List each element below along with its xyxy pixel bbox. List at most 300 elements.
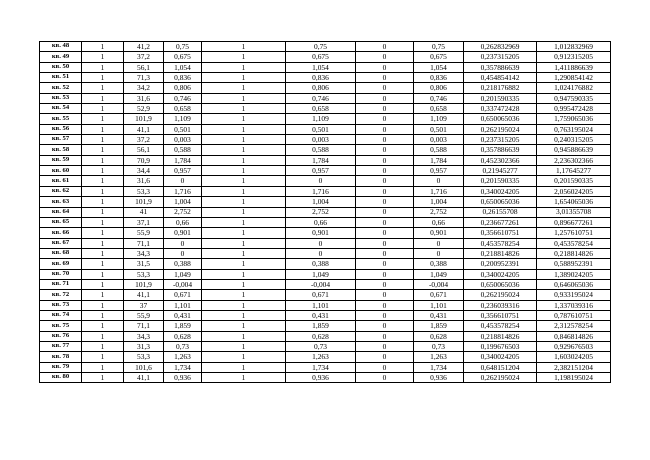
- share-cell: 0,357886639: [464, 62, 537, 72]
- coef-cell: 1: [202, 73, 286, 83]
- value-c-cell: 0,658: [414, 104, 464, 114]
- share-cell: 0,648151204: [464, 362, 537, 372]
- share-cell: 0,340024205: [464, 352, 537, 362]
- coef-cell: 1: [202, 83, 286, 93]
- count-cell: 1: [82, 73, 124, 83]
- count-cell: 1: [82, 321, 124, 331]
- count-cell: 1: [82, 124, 124, 134]
- total-cell: 3,01355708: [537, 207, 611, 217]
- area-cell: 41,1: [124, 373, 164, 383]
- apartment-cell: кв. 51: [40, 73, 82, 83]
- value-b-cell: 0,836: [286, 73, 356, 83]
- share-cell: 0,340024205: [464, 186, 537, 196]
- apartment-cell: кв. 53: [40, 93, 82, 103]
- total-cell: 0,588952391: [537, 259, 611, 269]
- table-row: [40, 248, 611, 258]
- coef-cell: 1: [202, 104, 286, 114]
- table-row: [40, 290, 611, 300]
- zero-cell: 0: [356, 300, 414, 310]
- area-cell: 34,3: [124, 248, 164, 258]
- table-body: [40, 42, 611, 383]
- value-b-cell: 0,66: [286, 217, 356, 227]
- share-cell: 0,453578254: [464, 321, 537, 331]
- value-a-cell: 0,671: [164, 290, 202, 300]
- value-b-cell: 1,263: [286, 352, 356, 362]
- value-a-cell: 0,73: [164, 341, 202, 351]
- value-c-cell: 1,716: [414, 186, 464, 196]
- total-cell: 1,024176882: [537, 83, 611, 93]
- value-a-cell: 2,752: [164, 207, 202, 217]
- count-cell: 1: [82, 217, 124, 227]
- value-a-cell: 0,588: [164, 145, 202, 155]
- share-cell: 0,356610751: [464, 310, 537, 320]
- apartment-cell: кв. 72: [40, 290, 82, 300]
- value-a-cell: 0,957: [164, 166, 202, 176]
- table-row: [40, 207, 611, 217]
- coef-cell: 1: [202, 228, 286, 238]
- share-cell: 0,21945277: [464, 166, 537, 176]
- value-b-cell: 0,388: [286, 259, 356, 269]
- value-b-cell: 0,75: [286, 42, 356, 52]
- value-a-cell: 0,806: [164, 83, 202, 93]
- value-c-cell: 0: [414, 176, 464, 186]
- value-a-cell: 1,716: [164, 186, 202, 196]
- apartment-cell: кв. 52: [40, 83, 82, 93]
- zero-cell: 0: [356, 52, 414, 62]
- value-c-cell: 0,003: [414, 135, 464, 145]
- total-cell: 0,453578254: [537, 238, 611, 248]
- zero-cell: 0: [356, 373, 414, 383]
- total-cell: 1,17645277: [537, 166, 611, 176]
- share-cell: 0,650065036: [464, 197, 537, 207]
- zero-cell: 0: [356, 93, 414, 103]
- share-cell: 0,236039316: [464, 300, 537, 310]
- coef-cell: 1: [202, 93, 286, 103]
- zero-cell: 0: [356, 186, 414, 196]
- total-cell: 1,389024205: [537, 269, 611, 279]
- apartment-cell: кв. 64: [40, 207, 82, 217]
- coef-cell: 1: [202, 331, 286, 341]
- value-c-cell: 0,957: [414, 166, 464, 176]
- table-row: [40, 279, 611, 289]
- table-row: [40, 373, 611, 383]
- value-b-cell: 0,671: [286, 290, 356, 300]
- area-cell: 53,3: [124, 186, 164, 196]
- value-b-cell: 0,675: [286, 52, 356, 62]
- coef-cell: 1: [202, 269, 286, 279]
- zero-cell: 0: [356, 269, 414, 279]
- value-b-cell: 0,628: [286, 331, 356, 341]
- share-cell: 0,237315205: [464, 52, 537, 62]
- zero-cell: 0: [356, 176, 414, 186]
- area-cell: 31,6: [124, 176, 164, 186]
- area-cell: 71,1: [124, 238, 164, 248]
- zero-cell: 0: [356, 321, 414, 331]
- count-cell: 1: [82, 248, 124, 258]
- coef-cell: 1: [202, 321, 286, 331]
- zero-cell: 0: [356, 104, 414, 114]
- coef-cell: 1: [202, 217, 286, 227]
- total-cell: 2,312578254: [537, 321, 611, 331]
- value-c-cell: 0,936: [414, 373, 464, 383]
- table-row: [40, 186, 611, 196]
- value-c-cell: 0,746: [414, 93, 464, 103]
- coef-cell: 1: [202, 290, 286, 300]
- apartment-cell: кв. 60: [40, 166, 82, 176]
- value-c-cell: 1,263: [414, 352, 464, 362]
- coef-cell: 1: [202, 62, 286, 72]
- value-a-cell: 0,003: [164, 135, 202, 145]
- value-a-cell: 0,901: [164, 228, 202, 238]
- area-cell: 41: [124, 207, 164, 217]
- value-c-cell: -0,004: [414, 279, 464, 289]
- area-cell: 101,9: [124, 114, 164, 124]
- area-cell: 37,2: [124, 52, 164, 62]
- zero-cell: 0: [356, 290, 414, 300]
- value-b-cell: 1,049: [286, 269, 356, 279]
- table-row: [40, 42, 611, 52]
- apartment-cell: кв. 58: [40, 145, 82, 155]
- share-cell: 0,237315205: [464, 135, 537, 145]
- count-cell: 1: [82, 62, 124, 72]
- zero-cell: 0: [356, 310, 414, 320]
- apartment-cell: кв. 74: [40, 310, 82, 320]
- value-b-cell: 0: [286, 176, 356, 186]
- value-b-cell: 0,746: [286, 93, 356, 103]
- value-c-cell: 0,806: [414, 83, 464, 93]
- share-cell: 0,218814826: [464, 331, 537, 341]
- table-row: [40, 166, 611, 176]
- area-cell: 55,9: [124, 310, 164, 320]
- value-c-cell: 2,752: [414, 207, 464, 217]
- table-row: [40, 104, 611, 114]
- value-b-cell: 2,752: [286, 207, 356, 217]
- apartment-cell: кв. 66: [40, 228, 82, 238]
- area-cell: 37,2: [124, 135, 164, 145]
- count-cell: 1: [82, 186, 124, 196]
- coef-cell: 1: [202, 52, 286, 62]
- value-c-cell: 0,901: [414, 228, 464, 238]
- table-row: [40, 114, 611, 124]
- value-b-cell: 1,004: [286, 197, 356, 207]
- coef-cell: 1: [202, 135, 286, 145]
- value-a-cell: 0,628: [164, 331, 202, 341]
- zero-cell: 0: [356, 331, 414, 341]
- total-cell: 1,411886639: [537, 62, 611, 72]
- area-cell: 56,1: [124, 145, 164, 155]
- value-b-cell: 0,901: [286, 228, 356, 238]
- area-cell: 37,1: [124, 217, 164, 227]
- coef-cell: 1: [202, 176, 286, 186]
- coef-cell: 1: [202, 42, 286, 52]
- value-b-cell: -0,004: [286, 279, 356, 289]
- share-cell: 0,650065036: [464, 279, 537, 289]
- value-a-cell: 1,054: [164, 62, 202, 72]
- total-cell: 1,198195024: [537, 373, 611, 383]
- value-a-cell: 0: [164, 238, 202, 248]
- area-cell: 71,1: [124, 321, 164, 331]
- value-a-cell: 0,66: [164, 217, 202, 227]
- count-cell: 1: [82, 207, 124, 217]
- value-a-cell: -0,004: [164, 279, 202, 289]
- value-c-cell: 0,836: [414, 73, 464, 83]
- count-cell: 1: [82, 145, 124, 155]
- table-row: [40, 83, 611, 93]
- share-cell: 0,262832969: [464, 42, 537, 52]
- count-cell: 1: [82, 331, 124, 341]
- value-a-cell: 0,501: [164, 124, 202, 134]
- value-c-cell: 1,734: [414, 362, 464, 372]
- count-cell: 1: [82, 93, 124, 103]
- table-row: [40, 352, 611, 362]
- zero-cell: 0: [356, 341, 414, 351]
- coef-cell: 1: [202, 124, 286, 134]
- value-b-cell: 1,784: [286, 155, 356, 165]
- share-cell: 0,453578254: [464, 238, 537, 248]
- value-b-cell: 0,806: [286, 83, 356, 93]
- table-row: [40, 259, 611, 269]
- total-cell: 0,646065036: [537, 279, 611, 289]
- value-a-cell: 0,936: [164, 373, 202, 383]
- count-cell: 1: [82, 135, 124, 145]
- area-cell: 53,3: [124, 352, 164, 362]
- total-cell: 0,218814826: [537, 248, 611, 258]
- coef-cell: 1: [202, 248, 286, 258]
- value-b-cell: 1,859: [286, 321, 356, 331]
- count-cell: 1: [82, 228, 124, 238]
- value-c-cell: 0,501: [414, 124, 464, 134]
- zero-cell: 0: [356, 83, 414, 93]
- value-a-cell: 0,746: [164, 93, 202, 103]
- area-cell: 34,3: [124, 331, 164, 341]
- value-c-cell: 0,73: [414, 341, 464, 351]
- apartment-cell: кв. 67: [40, 238, 82, 248]
- area-cell: 37: [124, 300, 164, 310]
- total-cell: 0,846814826: [537, 331, 611, 341]
- area-cell: 52,9: [124, 104, 164, 114]
- total-cell: 2,382151204: [537, 362, 611, 372]
- table-row: [40, 62, 611, 72]
- zero-cell: 0: [356, 279, 414, 289]
- apartment-cell: кв. 70: [40, 269, 82, 279]
- apartment-cell: кв. 68: [40, 248, 82, 258]
- area-cell: 34,2: [124, 83, 164, 93]
- total-cell: 0,763195024: [537, 124, 611, 134]
- area-cell: 31,3: [124, 341, 164, 351]
- total-cell: 1,759065036: [537, 114, 611, 124]
- table-row: [40, 321, 611, 331]
- apartment-cell: кв. 50: [40, 62, 82, 72]
- value-a-cell: 1,859: [164, 321, 202, 331]
- total-cell: 0,201590335: [537, 176, 611, 186]
- coef-cell: 1: [202, 259, 286, 269]
- table-row: [40, 300, 611, 310]
- share-cell: 0,356610751: [464, 228, 537, 238]
- total-cell: 0,947590335: [537, 93, 611, 103]
- coef-cell: 1: [202, 238, 286, 248]
- zero-cell: 0: [356, 166, 414, 176]
- apartment-cell: кв. 71: [40, 279, 82, 289]
- share-cell: 0,201590335: [464, 93, 537, 103]
- value-c-cell: 1,049: [414, 269, 464, 279]
- value-a-cell: 0,431: [164, 310, 202, 320]
- value-a-cell: 1,263: [164, 352, 202, 362]
- count-cell: 1: [82, 269, 124, 279]
- table-row: [40, 197, 611, 207]
- value-a-cell: 1,109: [164, 114, 202, 124]
- zero-cell: 0: [356, 259, 414, 269]
- area-cell: 34,4: [124, 166, 164, 176]
- total-cell: 1,603024205: [537, 352, 611, 362]
- zero-cell: 0: [356, 114, 414, 124]
- count-cell: 1: [82, 166, 124, 176]
- coef-cell: 1: [202, 197, 286, 207]
- total-cell: 0,896677261: [537, 217, 611, 227]
- zero-cell: 0: [356, 42, 414, 52]
- count-cell: 1: [82, 300, 124, 310]
- table-row: [40, 145, 611, 155]
- apartment-cell: кв. 77: [40, 341, 82, 351]
- apartment-cell: кв. 54: [40, 104, 82, 114]
- apartment-cell: кв. 61: [40, 176, 82, 186]
- area-cell: 41,2: [124, 42, 164, 52]
- zero-cell: 0: [356, 124, 414, 134]
- value-a-cell: 0,675: [164, 52, 202, 62]
- coef-cell: 1: [202, 155, 286, 165]
- coef-cell: 1: [202, 310, 286, 320]
- coef-cell: 1: [202, 341, 286, 351]
- zero-cell: 0: [356, 362, 414, 372]
- value-b-cell: 0,73: [286, 341, 356, 351]
- table-row: [40, 124, 611, 134]
- zero-cell: 0: [356, 73, 414, 83]
- table-row: [40, 362, 611, 372]
- value-c-cell: 0,431: [414, 310, 464, 320]
- share-cell: 0,262195024: [464, 373, 537, 383]
- apartment-cell: кв. 76: [40, 331, 82, 341]
- count-cell: 1: [82, 238, 124, 248]
- table-row: [40, 310, 611, 320]
- share-cell: 0,357886639: [464, 145, 537, 155]
- coef-cell: 1: [202, 207, 286, 217]
- table-row: [40, 52, 611, 62]
- table-row: [40, 93, 611, 103]
- total-cell: 0,240315205: [537, 135, 611, 145]
- zero-cell: 0: [356, 207, 414, 217]
- total-cell: 0,945886639: [537, 145, 611, 155]
- table-row: [40, 341, 611, 351]
- area-cell: 31,6: [124, 93, 164, 103]
- value-a-cell: 1,101: [164, 300, 202, 310]
- value-c-cell: 0,388: [414, 259, 464, 269]
- value-c-cell: 1,101: [414, 300, 464, 310]
- apartment-cell: кв. 79: [40, 362, 82, 372]
- count-cell: 1: [82, 197, 124, 207]
- apartment-cell: кв. 48: [40, 42, 82, 52]
- apartment-cell: кв. 78: [40, 352, 82, 362]
- table-row: [40, 217, 611, 227]
- count-cell: 1: [82, 373, 124, 383]
- value-a-cell: 0,658: [164, 104, 202, 114]
- table-row: [40, 228, 611, 238]
- value-c-cell: 1,109: [414, 114, 464, 124]
- table-row: [40, 331, 611, 341]
- table-row: [40, 73, 611, 83]
- area-cell: 70,9: [124, 155, 164, 165]
- share-cell: 0,236677261: [464, 217, 537, 227]
- apartment-cell: кв. 59: [40, 155, 82, 165]
- total-cell: 0,787610751: [537, 310, 611, 320]
- apartment-cell: кв. 75: [40, 321, 82, 331]
- share-cell: 0,200952391: [464, 259, 537, 269]
- value-b-cell: 1,054: [286, 62, 356, 72]
- value-a-cell: 0,836: [164, 73, 202, 83]
- share-cell: 0,650065036: [464, 114, 537, 124]
- value-a-cell: 1,784: [164, 155, 202, 165]
- value-a-cell: 0,75: [164, 42, 202, 52]
- apartment-cell: кв. 63: [40, 197, 82, 207]
- value-b-cell: 1,716: [286, 186, 356, 196]
- share-cell: 0,262195024: [464, 124, 537, 134]
- coef-cell: 1: [202, 166, 286, 176]
- value-c-cell: 0: [414, 238, 464, 248]
- share-cell: 0,199676503: [464, 341, 537, 351]
- value-b-cell: 0,957: [286, 166, 356, 176]
- total-cell: 1,012832969: [537, 42, 611, 52]
- share-cell: 0,452302366: [464, 155, 537, 165]
- value-b-cell: 1,734: [286, 362, 356, 372]
- value-a-cell: 1,049: [164, 269, 202, 279]
- count-cell: 1: [82, 52, 124, 62]
- zero-cell: 0: [356, 248, 414, 258]
- share-cell: 0,26155708: [464, 207, 537, 217]
- area-cell: 101,9: [124, 279, 164, 289]
- share-cell: 0,218814826: [464, 248, 537, 258]
- area-cell: 55,9: [124, 228, 164, 238]
- table-row: [40, 269, 611, 279]
- value-c-cell: 1,004: [414, 197, 464, 207]
- value-c-cell: 1,784: [414, 155, 464, 165]
- value-a-cell: 0: [164, 248, 202, 258]
- zero-cell: 0: [356, 217, 414, 227]
- value-a-cell: 1,734: [164, 362, 202, 372]
- value-c-cell: 1,859: [414, 321, 464, 331]
- total-cell: 2,236302366: [537, 155, 611, 165]
- count-cell: 1: [82, 176, 124, 186]
- coef-cell: 1: [202, 186, 286, 196]
- count-cell: 1: [82, 310, 124, 320]
- share-cell: 0,262195024: [464, 290, 537, 300]
- count-cell: 1: [82, 341, 124, 351]
- value-b-cell: 1,101: [286, 300, 356, 310]
- value-b-cell: 0,588: [286, 145, 356, 155]
- apartment-cell: кв. 57: [40, 135, 82, 145]
- coef-cell: 1: [202, 373, 286, 383]
- apartment-cell: кв. 49: [40, 52, 82, 62]
- apartment-cell: кв. 56: [40, 124, 82, 134]
- value-b-cell: 0,936: [286, 373, 356, 383]
- area-cell: 31,5: [124, 259, 164, 269]
- share-cell: 0,201590335: [464, 176, 537, 186]
- area-cell: 41,1: [124, 290, 164, 300]
- table-row: [40, 135, 611, 145]
- area-cell: 101,9: [124, 197, 164, 207]
- coef-cell: 1: [202, 300, 286, 310]
- data-table: [39, 41, 611, 383]
- zero-cell: 0: [356, 238, 414, 248]
- area-cell: 101,6: [124, 362, 164, 372]
- total-cell: 1,337039316: [537, 300, 611, 310]
